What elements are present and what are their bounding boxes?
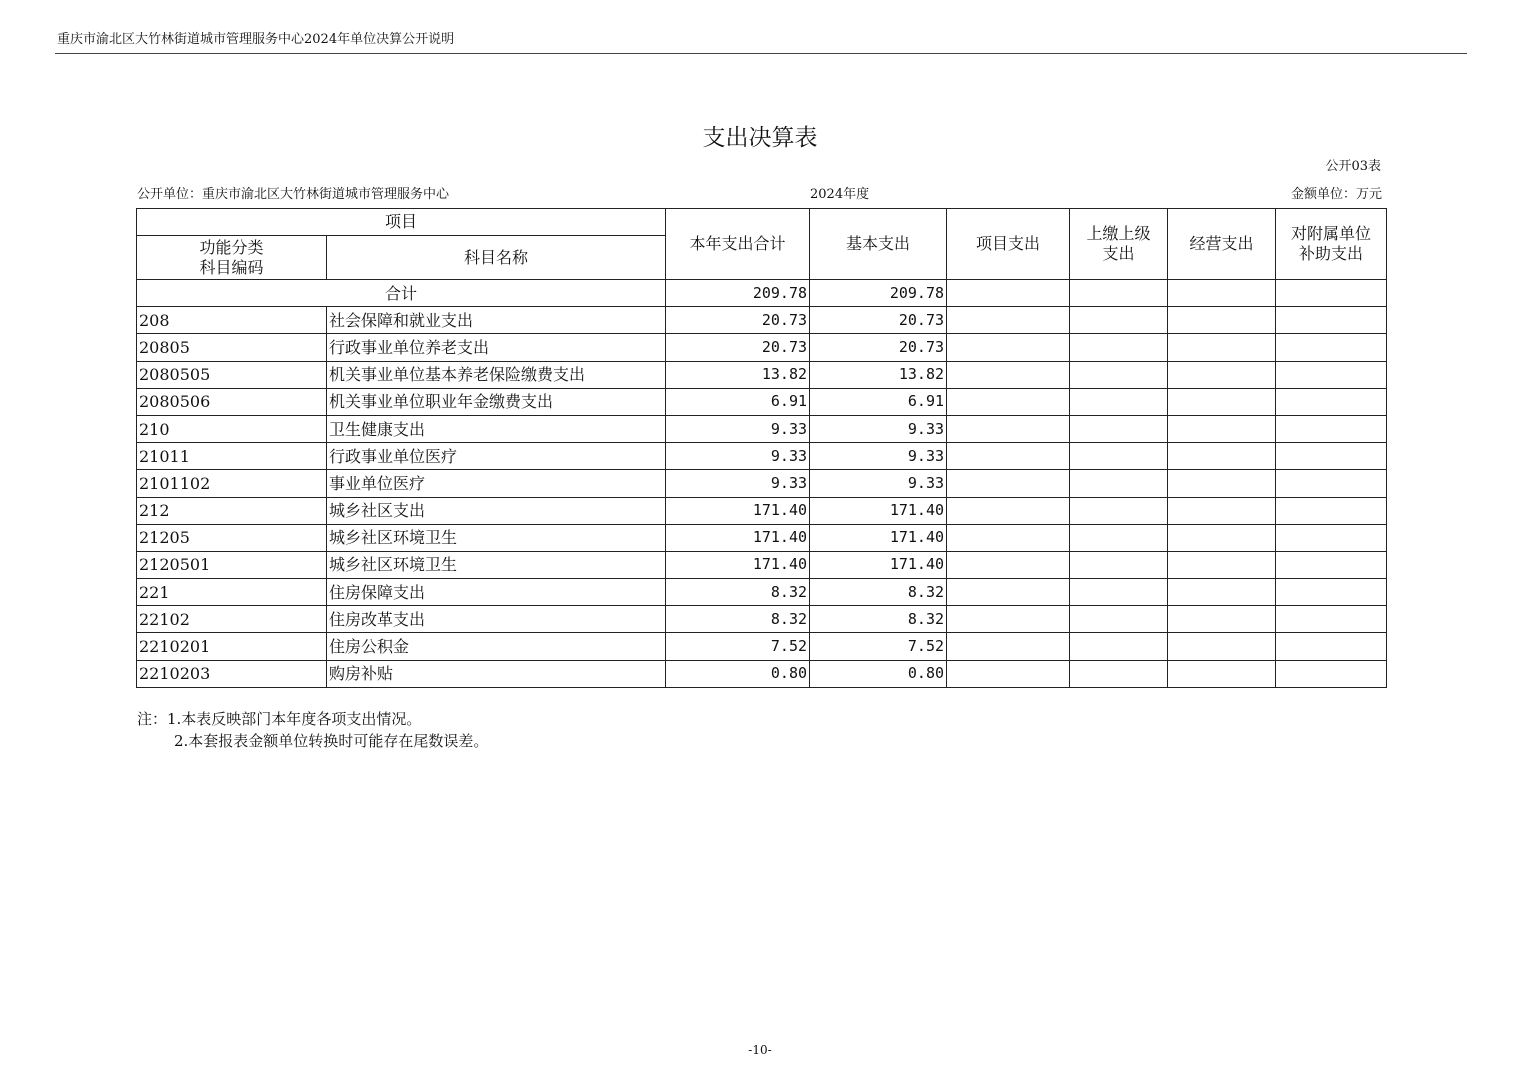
row-total: 6.91: [666, 388, 810, 415]
table-row: [137, 443, 1387, 470]
total-business: [1168, 280, 1276, 307]
row-total: 20.73: [666, 307, 810, 334]
reporting-unit: 公开单位：重庆市渝北区大竹林街道城市管理服务中心: [137, 187, 450, 202]
total-basic: 209.78: [810, 280, 947, 307]
row-total: 9.33: [666, 443, 810, 470]
header-divider: [55, 53, 1467, 54]
row-remit: [1070, 470, 1168, 497]
table-row: [137, 497, 1387, 524]
row-code: 21011: [137, 443, 327, 470]
row-subsidy: [1276, 388, 1387, 415]
table-row: [137, 361, 1387, 388]
row-business: [1168, 415, 1276, 442]
total-project: [947, 280, 1070, 307]
row-remit: [1070, 415, 1168, 442]
header-subsidy-line1: 对附属单位: [1291, 224, 1372, 243]
row-total: 7.52: [666, 633, 810, 660]
row-basic: 171.40: [810, 497, 947, 524]
row-basic: 171.40: [810, 551, 947, 578]
table-row: [137, 660, 1387, 687]
row-project: [947, 551, 1070, 578]
row-subsidy: [1276, 660, 1387, 687]
row-total: 8.32: [666, 579, 810, 606]
row-basic: 0.80: [810, 660, 947, 687]
row-code: 22102: [137, 606, 327, 633]
row-project: [947, 443, 1070, 470]
row-code: 2080506: [137, 388, 327, 415]
table-notes: [137, 708, 488, 752]
total-remit: [1070, 280, 1168, 307]
row-business: [1168, 307, 1276, 334]
row-remit: [1070, 579, 1168, 606]
row-name: 机关事业单位职业年金缴费支出: [327, 388, 666, 415]
header-function-code-line2: 科目编码: [199, 257, 264, 277]
total-amount: 209.78: [666, 280, 810, 307]
row-remit: [1070, 633, 1168, 660]
row-basic: 20.73: [810, 334, 947, 361]
header-total: 本年支出合计: [666, 209, 810, 280]
row-total: 171.40: [666, 551, 810, 578]
row-code: 208: [137, 307, 327, 334]
header-remit-line1: 上缴上级: [1086, 224, 1151, 243]
row-code: 2210201: [137, 633, 327, 660]
row-name: 城乡社区支出: [327, 497, 666, 524]
row-code: 221: [137, 579, 327, 606]
table-row: [137, 633, 1387, 660]
row-basic: 9.33: [810, 470, 947, 497]
row-business: [1168, 606, 1276, 633]
table-row: [137, 524, 1387, 551]
row-remit: [1070, 551, 1168, 578]
row-name: 住房保障支出: [327, 579, 666, 606]
table-row: [137, 388, 1387, 415]
row-total: 13.82: [666, 361, 810, 388]
header-subsidy-line2: 补助支出: [1299, 244, 1364, 263]
row-name: 住房公积金: [327, 633, 666, 660]
row-code: 210: [137, 415, 327, 442]
row-code: 2210203: [137, 660, 327, 687]
row-basic: 13.82: [810, 361, 947, 388]
row-business: [1168, 579, 1276, 606]
row-subsidy: [1276, 606, 1387, 633]
row-project: [947, 579, 1070, 606]
row-remit: [1070, 334, 1168, 361]
row-project: [947, 361, 1070, 388]
row-business: [1168, 470, 1276, 497]
row-total: 20.73: [666, 334, 810, 361]
row-total: 171.40: [666, 497, 810, 524]
form-code: 公开03表: [1325, 159, 1381, 174]
row-total: 8.32: [666, 606, 810, 633]
row-subsidy: [1276, 633, 1387, 660]
row-name: 事业单位医疗: [327, 470, 666, 497]
row-basic: 20.73: [810, 307, 947, 334]
row-project: [947, 606, 1070, 633]
note-line-2: 2.本套报表金额单位转换时可能存在尾数误差。: [174, 732, 489, 750]
row-subsidy: [1276, 361, 1387, 388]
row-basic: 7.52: [810, 633, 947, 660]
row-remit: [1070, 361, 1168, 388]
row-project: [947, 334, 1070, 361]
row-business: [1168, 660, 1276, 687]
running-header: 重庆市渝北区大竹林街道城市管理服务中心2024年单位决算公开说明: [57, 32, 455, 47]
row-basic: 171.40: [810, 524, 947, 551]
header-item: 项目: [137, 209, 666, 236]
row-code: 20805: [137, 334, 327, 361]
row-name: 购房补贴: [327, 660, 666, 687]
row-business: [1168, 388, 1276, 415]
header-business: 经营支出: [1168, 209, 1276, 280]
row-business: [1168, 551, 1276, 578]
row-subsidy: [1276, 579, 1387, 606]
row-business: [1168, 443, 1276, 470]
table-row: [137, 551, 1387, 578]
row-total: 9.33: [666, 470, 810, 497]
header-project: 项目支出: [947, 209, 1070, 280]
row-project: [947, 524, 1070, 551]
row-remit: [1070, 443, 1168, 470]
row-code: 21205: [137, 524, 327, 551]
row-remit: [1070, 524, 1168, 551]
row-business: [1168, 497, 1276, 524]
row-name: 社会保障和就业支出: [327, 307, 666, 334]
row-name: 城乡社区环境卫生: [327, 524, 666, 551]
total-label: 合计: [137, 280, 666, 307]
row-business: [1168, 361, 1276, 388]
table-row: [137, 579, 1387, 606]
row-business: [1168, 633, 1276, 660]
row-remit: [1070, 660, 1168, 687]
row-subsidy: [1276, 415, 1387, 442]
row-business: [1168, 334, 1276, 361]
row-basic: 9.33: [810, 415, 947, 442]
row-project: [947, 415, 1070, 442]
row-name: 机关事业单位基本养老保险缴费支出: [327, 361, 666, 388]
row-name: 卫生健康支出: [327, 415, 666, 442]
row-remit: [1070, 606, 1168, 633]
row-remit: [1070, 388, 1168, 415]
row-remit: [1070, 497, 1168, 524]
row-project: [947, 497, 1070, 524]
row-code: 2080505: [137, 361, 327, 388]
row-name: 行政事业单位养老支出: [327, 334, 666, 361]
row-subsidy: [1276, 470, 1387, 497]
note-line-1: 注：1.本表反映部门本年度各项支出情况。: [137, 710, 422, 728]
row-code: 2101102: [137, 470, 327, 497]
total-row: [137, 280, 1387, 307]
row-code: 212: [137, 497, 327, 524]
row-name: 行政事业单位医疗: [327, 443, 666, 470]
header-remit-line2: 支出: [1102, 244, 1135, 263]
total-subsidy: [1276, 280, 1387, 307]
row-subsidy: [1276, 307, 1387, 334]
row-basic: 9.33: [810, 443, 947, 470]
row-project: [947, 307, 1070, 334]
fiscal-year: 2024年度: [810, 187, 870, 202]
row-total: 171.40: [666, 524, 810, 551]
row-project: [947, 470, 1070, 497]
row-basic: 6.91: [810, 388, 947, 415]
row-total: 9.33: [666, 415, 810, 442]
header-function-code: [137, 236, 327, 280]
row-remit: [1070, 307, 1168, 334]
header-basic: 基本支出: [810, 209, 947, 280]
row-subsidy: [1276, 497, 1387, 524]
row-code: 2120501: [137, 551, 327, 578]
row-name: 住房改革支出: [327, 606, 666, 633]
table-row: [137, 606, 1387, 633]
document-title: 支出决算表: [702, 125, 818, 151]
table-row: [137, 307, 1387, 334]
row-project: [947, 660, 1070, 687]
row-project: [947, 633, 1070, 660]
table-row: [137, 470, 1387, 497]
row-business: [1168, 524, 1276, 551]
header-subject-name: 科目名称: [327, 236, 666, 280]
row-subsidy: [1276, 551, 1387, 578]
row-basic: 8.32: [810, 579, 947, 606]
header-function-code-line1: 功能分类: [199, 237, 264, 257]
row-subsidy: [1276, 524, 1387, 551]
expenditure-table: [136, 208, 1387, 688]
table-row: [137, 415, 1387, 442]
header-remit-superior: [1070, 209, 1168, 280]
row-project: [947, 388, 1070, 415]
report-meta: [137, 186, 1382, 204]
row-subsidy: [1276, 334, 1387, 361]
table-row: [137, 334, 1387, 361]
row-name: 城乡社区环境卫生: [327, 551, 666, 578]
row-basic: 8.32: [810, 606, 947, 633]
row-total: 0.80: [666, 660, 810, 687]
header-subsidy: [1276, 209, 1387, 280]
amount-unit: 金额单位：万元: [1290, 187, 1382, 202]
page-number: -10-: [748, 1043, 772, 1057]
row-subsidy: [1276, 443, 1387, 470]
